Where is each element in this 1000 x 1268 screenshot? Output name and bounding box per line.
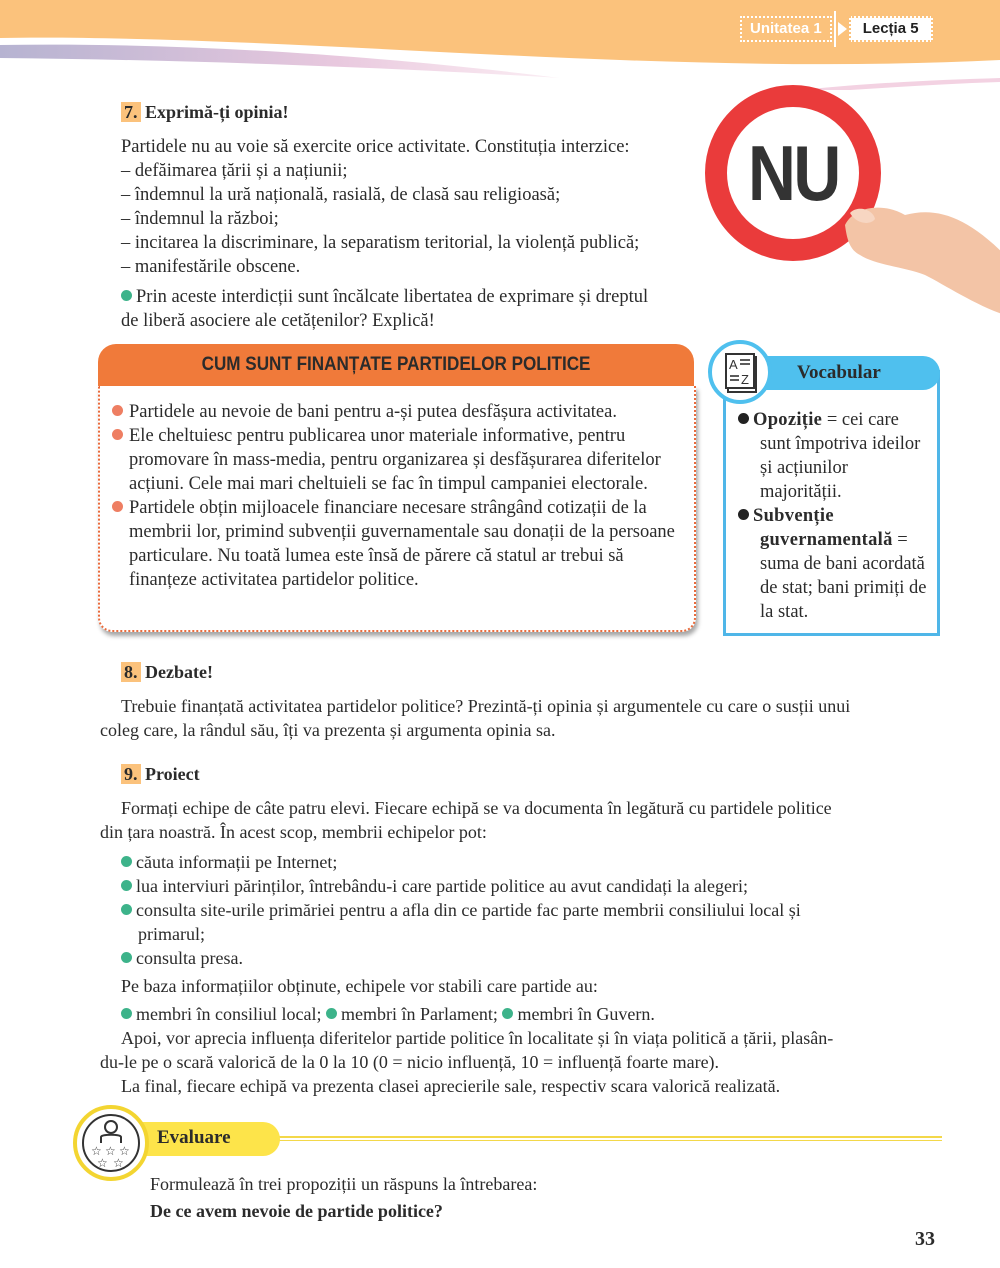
vocabulary-entry: Subvenție guvernamentală = suma de bani acordată de stat; bani primiți de la stat. [738,504,934,624]
list-item: Ele cheltuiesc pentru publicarea unor materiale informative, pentru promovare în mass-media, pentru organizarea și desfășurarea diferitelor acțiuni. Cele mai mari cheltuieli se fac în timpul campaniei electorale. [112,424,682,496]
finance-box-header [98,344,694,386]
evaluation-question: De ce avem nevoie de partide politice? [150,1201,443,1221]
vocabulary-list [738,408,934,624]
exercise-7-heading [121,100,289,124]
list-item-cont: primarul; [138,924,205,944]
evaluation-prompt: Formulează în trei propoziții un răspuns la întrebarea: [150,1174,538,1194]
chevron-right-icon [838,22,847,36]
bullet-icon [738,413,749,424]
list-item: consulta site-urile primăriei pentru a afla din ce partide fac parte membrii consiliului local și [121,898,801,922]
svg-text:Z: Z [741,372,749,387]
bullet-icon [112,405,123,416]
list-item: Partidele obțin mijloacele financiare necesare strângând cotizații de la membrii lor, primind subvenții guvernamentale sau donații de la persoane particulare. Nu toată lumea este însă de părere că statul ar trebui să finanțeze activitatea partidelor politice. [112,496,682,592]
breadcrumb [740,16,933,42]
svg-text:☆: ☆ [105,1144,116,1158]
evaluation-divider [270,1136,942,1138]
list-item: Partidele au nevoie de bani pentru a-și putea desfășura activitatea. [112,400,682,424]
prohibition-item: – incitarea la discriminare, la separatism teritorial, la violență publică; [121,233,640,253]
exercise-9-text: Formați echipe de câte patru elevi. Fiecare echipă se va documenta în legătură cu partidele politice [121,798,832,818]
exercise-9-basis: Pe baza informațiilor obținute, echipele vor stabili care partide au: [121,976,598,996]
list-item: lua interviuri părinților, întrebându-i care partide politice au avut candidați la alegeri; [121,874,748,898]
bullet-icon [121,880,132,891]
finance-list [112,400,682,592]
finance-info-box [98,344,694,632]
exercise-title: Exprimă-ți opinia! [145,102,289,122]
exercise-title: Proiect [145,764,200,784]
bullet-icon [121,952,132,963]
prohibition-item: – defăimarea țării și a națiunii; [121,161,348,181]
svg-text:A: A [729,357,738,372]
exercise-7-question [121,285,648,309]
breadcrumb-divider [834,11,836,47]
svg-text:☆: ☆ [113,1156,124,1170]
exercise-number: 9. [121,764,141,784]
hand-icon [845,195,1000,315]
evaluation-icon [73,1105,149,1181]
list-item: consulta presa. [121,946,243,970]
evaluation-label: Evaluare [157,1127,231,1148]
breadcrumb-unit[interactable]: Unitatea 1 [740,16,832,42]
evaluation-divider [270,1140,942,1141]
exercise-9-final: La final, fiecare echipă va prezenta clasei aprecierile sale, respectiv scara valorică realizată. [121,1076,781,1096]
bullet-icon [112,501,123,512]
bullet-icon [112,429,123,440]
dictionary-icon [708,340,772,404]
exercise-9-heading [121,762,200,786]
prohibition-item: – manifestările obscene. [121,257,301,277]
prohibition-item: – îndemnul la ură națională, rasială, de clasă sau religioasă; [121,185,561,205]
bullet-icon [121,290,132,301]
svg-text:☆: ☆ [97,1156,108,1170]
exercise-number: 7. [121,102,141,122]
question-text: Prin aceste interdicții sunt încălcate libertatea de exprimare și dreptul [136,287,649,307]
exercise-8-text-cont: coleg care, la rândul său, îți va prezenta și argumenta opinia sa. [100,720,556,740]
svg-text:☆: ☆ [91,1144,102,1158]
svg-text:☆: ☆ [119,1144,130,1158]
list-item: căuta informații pe Internet; [121,850,337,874]
bullet-icon [121,1008,132,1019]
header-band [0,0,1000,90]
members-list: membri în consiliul local; membri în Parlament; membri în Guvern. [121,1002,655,1026]
vocabulary-entry: Opoziție = cei care sunt împotriva ideilor și acțiunilor majorității. [738,408,934,504]
exercise-8-heading [121,660,213,684]
exercise-7-question-cont: de liberă asociere ale cetățenilor? Explică! [121,311,435,331]
exercise-title: Dezbate! [145,662,213,682]
exercise-7-intro: Partidele nu au voie să exercite orice activitate. Constituția interzice: [121,137,630,157]
vocabulary-label: Vocabular [797,362,881,383]
exercise-number: 8. [121,662,141,682]
bullet-icon [121,856,132,867]
prohibition-item: – îndemnul la război; [121,209,279,229]
exercise-8-text: Trebuie finanțată activitatea partidelor politice? Prezintă-ți opinia și argumentele cu care o susții unui [121,696,851,716]
page-number: 33 [915,1228,935,1250]
breadcrumb-lesson[interactable]: Lecția 5 [849,16,933,42]
exercise-9-appreciate-cont: du-le pe o scară valorică de la 0 la 10 (0 = nicio influență, 10 = influență foarte mare). [100,1052,720,1072]
exercise-9-appreciate: Apoi, vor aprecia influența diferitelor partide politice în localitate și în viața politică a țării, plasân- [121,1028,834,1048]
finance-box-title: CUM SUNT FINANȚATE PARTIDELOR POLITICE [201,354,591,375]
bullet-icon [738,509,749,520]
nu-sign-text: NU [747,128,839,217]
bullet-icon [502,1008,513,1019]
bullet-icon [326,1008,337,1019]
bullet-icon [121,904,132,915]
exercise-9-text-cont: din țara noastră. În acest scop, membrii echipelor pot: [100,822,487,842]
